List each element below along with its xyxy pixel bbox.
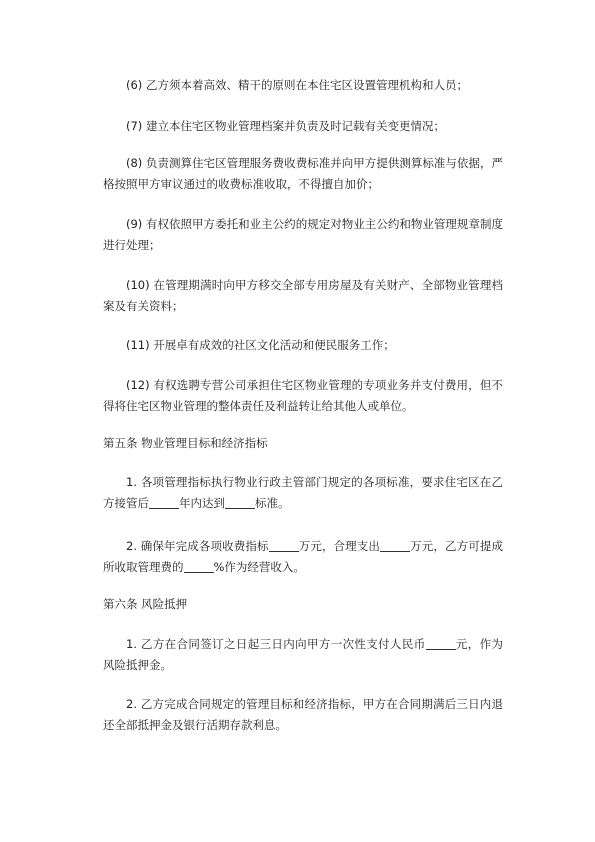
clause-text: 标准。 [255,496,290,510]
article-5-clause-2 [103,536,503,578]
paragraph-item-6: (6) 乙方须本着高效、精干的原则在本住宅区设置管理机构和人员； [126,78,468,92]
paragraph-item-9: (9) 有权依照甲方委托和业主公约的规定对物业主公约和物业管理规章制度进行处理； [103,217,503,252]
paragraph-item-8: (8) 负责测算住宅区管理服务费收费标准并向甲方提供测算标准与依据，严格按照甲方审议通过的收费标准收取，不得擅自加价； [103,156,503,191]
clause-text: 万元，合理支出 [298,539,381,553]
article-5-clause-1 [103,472,503,514]
fill-blank[interactable] [380,539,410,552]
fill-blank[interactable] [426,637,456,650]
paragraph-item-7: (7) 建立本住宅区物业管理档案并负责及时记载有关变更情况； [126,119,445,133]
article-6-clause-2: 2. 乙方完成合同规定的管理目标和经济指标，甲方在合同期满后三日内退还全部抵押金及银行活期存款利息。 [103,697,503,732]
fill-blank[interactable] [225,496,255,509]
clause-text: 1. 乙方在合同签订之日起三日内向甲方一次性支付人民币 [126,637,426,651]
clause-text: 2. 确保年完成各项收费指标 [126,539,269,553]
fill-blank[interactable] [149,496,179,509]
paragraph-item-10: (10) 在管理期满时向甲方移交全部专用房屋及有关财产、全部物业管理档案及有关资料； [103,278,503,313]
article-5-heading: 第五条 物业管理目标和经济指标 [103,436,268,450]
paragraph-item-11: (11) 开展卓有成效的社区文化活动和便民服务工作； [126,338,395,352]
article-6-heading: 第六条 风险抵押 [103,597,188,611]
clause-text: 1. 各项管理指标执行物业行政主管部门规定的各项标准，要求住宅区在乙方接管后 [103,475,503,510]
fill-blank[interactable] [269,539,299,552]
clause-text: 万元，乙方可提成所收取管理费的 [103,539,504,574]
article-6-clause-1 [103,634,503,676]
paragraph-item-12: (12) 有权选聘专营公司承担住宅区物业管理的专项业务并支付费用，但不得将住宅区物业管理的整体责任及利益转让给其他人或单位。 [103,378,503,413]
clause-text: 元，作为风险抵押金。 [103,637,504,672]
clause-text: %作为经营收入。 [213,560,305,574]
clause-text: 年内达到 [179,496,225,510]
fill-blank[interactable] [184,560,214,573]
